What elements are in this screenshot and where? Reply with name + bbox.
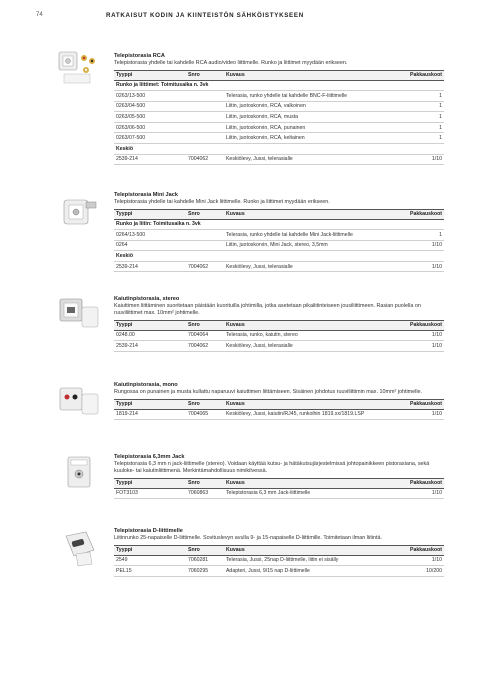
rca-socket-product-image <box>56 46 102 86</box>
product-table <box>114 545 444 577</box>
section-title: Kaiutinpistorasia, mono <box>114 382 178 388</box>
table-row: 2549 7060281 Telerasia, Jussi, 25nap D-liittimelle, liitin ei sisälly 1/10 <box>114 555 444 566</box>
section-rca <box>114 53 444 165</box>
product-table <box>114 70 444 165</box>
col-header-desc: Kuvaus <box>224 400 408 410</box>
col-header-snro: Snro <box>186 479 224 489</box>
section-description: Rungossa on punainen ja musta kullattu naparuuvi kaiuttimen liittämiseen. Sisäinen johdotus ruuviliittimin max. 10mm² johtimelle. <box>114 389 423 395</box>
table-row: 1819-214 7004065 Keskiölevy, Jussi, kaiutin/RJ45, runkoihin 1819.xx/1819.LSP 1/10 <box>114 409 444 420</box>
col-header-snro: Snro <box>186 210 224 220</box>
col-header-desc: Kuvaus <box>224 546 408 556</box>
col-header-pack: Pakkauskoot <box>409 480 442 487</box>
table-row: 2539-214 7004062 Keskiölevy, Jussi, telerasialle 1/10 <box>114 154 444 165</box>
product-table <box>114 320 444 352</box>
table-subheader-row: Runko ja liittimet: Toimitusaika n. 3vk <box>114 80 444 91</box>
section-mono-speaker <box>114 382 444 420</box>
table-row: FOT3103 7060863 Telepistorasia 6,3 mm Jack-liittimelle 1/10 <box>114 488 444 499</box>
table-row: 0263/13-500 Telerasia, runko yhdelle tai kahdelle BNC-F-liittimelle 1 <box>114 91 444 102</box>
table-row: 0264 Liitin, juotoskorvin, Mini Jack, stereo, 3,5mm 1/10 <box>114 240 444 251</box>
section-title: Telepistorasia RCA <box>114 53 165 59</box>
section-title: Telepistorasia D-liittimelle <box>114 528 183 534</box>
section-mini-jack <box>114 192 444 272</box>
col-header-pack: Pakkauskoot <box>409 322 442 329</box>
col-header-type: Tyyppi <box>114 546 186 556</box>
table-row: 0263/06-500 Liitin, juotoskorvin, RCA, punainen 1 <box>114 122 444 133</box>
col-header-type: Tyyppi <box>114 210 186 220</box>
col-header-type: Tyyppi <box>114 479 186 489</box>
col-header-type: Tyyppi <box>114 400 186 410</box>
mono-speaker-socket-product-image <box>56 382 102 422</box>
section-title: Kaiutinpistorasia, stereo <box>114 296 180 302</box>
table-subheader-row: Keskiö <box>114 251 444 262</box>
section-description: Telepistorasia 6,3 mm n jack-liittimelle (stereo). Voidaan käyttää kutsu- ja hätäkutsujärjestelmissä johtopainikkeen pistorasiana, sekä kuuloke- tai kaiutinliittimenä. Merkintämahdollisuus nimikilvessä. <box>114 461 430 474</box>
col-header-snro: Snro <box>186 71 224 81</box>
section-jack-6-3mm <box>114 454 444 499</box>
col-header-desc: Kuvaus <box>224 210 408 220</box>
section-title: Telepistorasia 6,3mm Jack <box>114 454 185 460</box>
col-header-pack: Pakkauskoot <box>409 547 442 554</box>
product-table <box>114 399 444 420</box>
col-header-desc: Kuvaus <box>224 321 408 331</box>
col-header-type: Tyyppi <box>114 71 186 81</box>
section-stereo-speaker <box>114 296 444 352</box>
d-connector-socket-product-image <box>56 528 102 568</box>
section-description: Liitinrunko 25-napaiselle D-liittimelle. Sovituslevyn avulla 9- ja 15-napaiselle D-liittimille. Toimitetaan ilman liitintä. <box>114 535 383 541</box>
table-row: 2539-214 7004062 Keskiölevy, Jussi, telerasialle 1/10 <box>114 341 444 352</box>
col-header-pack: Pakkauskoot <box>409 72 442 79</box>
table-row: 0264/13-500 Telerasia, runko yhdelle tai kahdelle Mini Jack-liittimelle 1 <box>114 230 444 241</box>
section-title: Telepistorasia Mini Jack <box>114 192 178 198</box>
section-description: Kaiuttimen liittäminen suoritetaan päistään kuorituilla johtimilla, jotka asetetaan pikaliitinteiseen jousiliittimeen. Rasian puolella on ruuviliittimet max. 10mm² johtimelle. <box>114 303 421 316</box>
table-subheader-row: Keskiö <box>114 144 444 155</box>
stereo-speaker-socket-product-image <box>56 293 102 333</box>
table-row: 0248.00 7004064 Telerasia, runko, kaiutin, stereo 1/10 <box>114 330 444 341</box>
col-header-snro: Snro <box>186 321 224 331</box>
page-number: 74 <box>36 12 43 18</box>
section-description: Telepistorasia yhdelle tai kahdelle RCA audio/video liittimelle. Runko ja liittimet myydään erikseen. <box>114 60 348 66</box>
col-header-snro: Snro <box>186 546 224 556</box>
col-header-pack: Pakkauskoot <box>409 401 442 408</box>
product-table <box>114 209 444 272</box>
table-row: 0263/04-500 Liitin, juotoskorvin, RCA, valkoinen 1 <box>114 101 444 112</box>
section-d-connector <box>114 528 444 577</box>
table-subheader-row: Runko ja liitin: Toimitusaika n. 3vk <box>114 219 444 230</box>
col-header-desc: Kuvaus <box>224 71 408 81</box>
col-header-type: Tyyppi <box>114 321 186 331</box>
product-table <box>114 478 444 499</box>
table-row: 0263/05-500 Liitin, juotoskorvin, RCA, musta 1 <box>114 112 444 123</box>
mini-jack-socket-product-image <box>56 192 102 232</box>
page-header: RATKAISUT KODIN JA KIINTEISTÖN SÄHKÖISTYKSEEN <box>106 12 304 19</box>
col-header-snro: Snro <box>186 400 224 410</box>
col-header-pack: Pakkauskoot <box>409 211 442 218</box>
table-row: PEL15 7060295 Adapteri, Jussi, 9/15 nap D-liittimelle 10/200 <box>114 566 444 577</box>
table-row: 0263/07-500 Liitin, juotoskorvin, RCA, keltainen 1 <box>114 133 444 144</box>
jack-6-3mm-socket-product-image <box>56 453 102 493</box>
section-description: Telepistorasia yhdelle tai kahdelle Mini Jack liittimelle. Runko ja liittimet myydään erikseen. <box>114 199 330 205</box>
col-header-desc: Kuvaus <box>224 479 408 489</box>
table-row: 2539-214 7004062 Keskiölevy, Jussi, telerasialle 1/10 <box>114 261 444 272</box>
